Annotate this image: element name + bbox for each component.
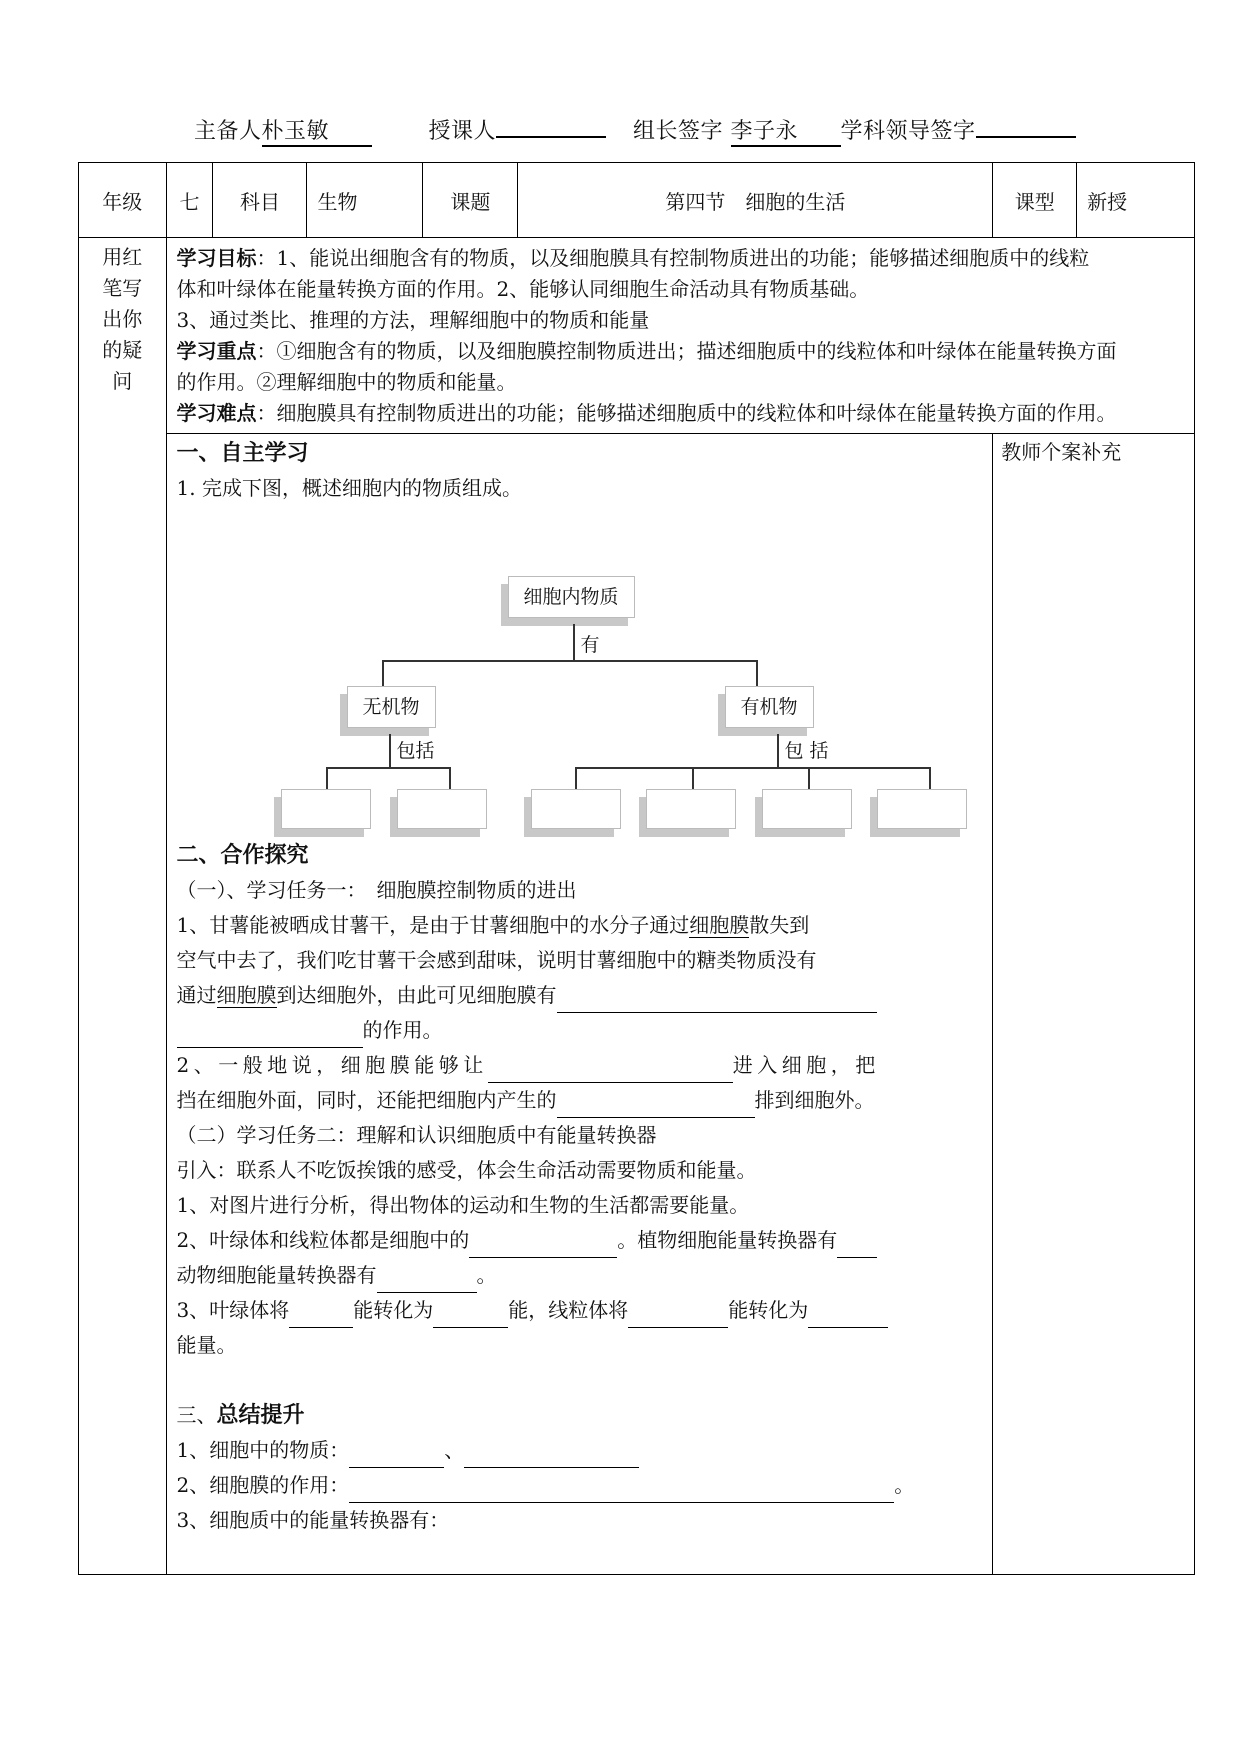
grade-value: 七	[166, 163, 213, 238]
key-text: 的作用。②理解细胞中的物质和能量。	[176, 370, 517, 394]
answer-blank[interactable]	[837, 1235, 877, 1258]
key-label: 学习重点	[176, 339, 257, 363]
subject-value: 生物	[307, 163, 423, 238]
connector-line	[692, 767, 694, 789]
left-link-label: 包括	[396, 740, 435, 762]
question-text: 散失到	[749, 913, 810, 937]
connector-line	[449, 767, 451, 789]
connector-line	[326, 767, 328, 789]
goal-text: ：1、能说出细胞含有的物质，以及细胞膜具有控制物质进出的功能；能够描述细胞质中的线粒	[256, 246, 1090, 270]
answer-blank[interactable]	[289, 1305, 353, 1328]
intro-text: 引入：联系人不吃饭挨饿的感受，体会生命活动需要物质和能量。	[176, 1158, 757, 1182]
connector-line	[756, 660, 758, 686]
leader-label: 组长签字	[633, 119, 724, 145]
question-text: 排到细胞外。	[754, 1088, 875, 1112]
connector-line	[575, 767, 577, 789]
section1-title: 一、自主学习	[176, 440, 309, 466]
answer-blank[interactable]	[377, 1270, 477, 1293]
blank-answer-box[interactable]	[762, 789, 852, 829]
question-text: 、	[444, 1438, 465, 1462]
section3-title-text: 总结提升	[216, 1402, 305, 1428]
underlined-term: 细胞膜	[689, 913, 750, 937]
answer-blank[interactable]	[433, 1305, 508, 1328]
subject-leader-signature-blank[interactable]	[976, 112, 1076, 138]
difficulty-text: ：细胞膜具有控制物质进出的功能；能够描述细胞质中的线粒体和叶绿体在能量转换方面的作用。	[256, 401, 1117, 425]
substance-diagram	[177, 506, 987, 838]
question-text: 。	[476, 1263, 497, 1287]
diagram-inorganic-box: 无机物	[347, 686, 436, 728]
question-text: 空气中去了，我们吃甘薯干会感到甜味，说明甘薯细胞中的糖类物质没有	[176, 948, 817, 972]
goal-text: 3、通过类比、推理的方法，理解细胞中的物质和能量	[176, 308, 650, 332]
section3-title-prefix: 三、	[176, 1403, 217, 1427]
diagram-organic-box: 有机物	[725, 686, 814, 728]
connector-line	[777, 734, 779, 768]
question-text: 。	[894, 1473, 915, 1497]
question-text: 进入细胞，把	[732, 1053, 880, 1077]
answer-blank[interactable]	[628, 1305, 728, 1328]
grade-label: 年级	[79, 163, 167, 238]
answer-blank[interactable]	[177, 1025, 363, 1048]
question-text: 2、叶绿体和线粒体都是细胞中的	[176, 1228, 470, 1252]
preparer-label: 主备人	[194, 119, 262, 145]
blank-answer-box[interactable]	[531, 789, 621, 829]
question-text: 1、甘薯能被晒成甘薯干，是由于甘薯细胞中的水分子通过	[176, 913, 690, 937]
question-text: 2、细胞膜的作用：	[176, 1473, 350, 1497]
question-text: 1、对图片进行分析，得出物体的运动和生物的生活都需要能量。	[176, 1193, 750, 1217]
connector-line	[382, 660, 384, 686]
question-text: 能转化为	[353, 1298, 434, 1322]
question-text: 能量。	[176, 1333, 237, 1357]
answer-blank[interactable]	[808, 1305, 888, 1328]
question-text: 的作用。	[362, 1018, 443, 1042]
section3-title	[177, 1398, 987, 1433]
side-note-line: 问	[112, 369, 133, 393]
answer-blank[interactable]	[557, 1095, 755, 1118]
connector-line	[575, 767, 930, 769]
difficulty-label: 学习难点	[176, 401, 257, 425]
task2-title: （二）学习任务二：理解和认识细胞质中有能量转换器	[176, 1123, 657, 1147]
side-note-line: 笔写	[102, 276, 143, 300]
connector-line	[382, 660, 757, 662]
header-signatures	[194, 112, 1076, 147]
topic-label: 课题	[423, 163, 518, 238]
key-text: ：①细胞含有的物质，以及细胞膜控制物质进出；描述细胞质中的线粒体和叶绿体在能量转换方面	[256, 339, 1117, 363]
blank-answer-box[interactable]	[646, 789, 736, 829]
answer-blank[interactable]	[488, 1060, 733, 1083]
subject-leader-label: 学科领导签字	[840, 119, 976, 145]
underlined-term: 细胞膜	[216, 983, 277, 1007]
question-text: 动物细胞能量转换器有	[176, 1263, 377, 1287]
question-text: 3、叶绿体将	[176, 1298, 290, 1322]
goal-text: 体和叶绿体在能量转换方面的作用。2、能够认同细胞生命活动具有物质基础。	[176, 277, 870, 301]
objectives-cell	[166, 238, 1195, 434]
type-label: 课型	[993, 163, 1077, 238]
question-text: 1、细胞中的物质：	[176, 1438, 350, 1462]
connector-line	[808, 767, 810, 789]
type-value: 新授	[1077, 163, 1195, 238]
teacher-signature-blank[interactable]	[496, 112, 606, 138]
question-text: 挡在细胞外面，同时，还能把细胞内产生的	[176, 1088, 557, 1112]
connector-line	[389, 734, 391, 768]
blank-answer-box[interactable]	[397, 789, 487, 829]
preparer-name: 朴玉敏	[262, 114, 372, 147]
teacher-supplement-cell[interactable]	[993, 434, 1195, 1575]
blank-answer-box[interactable]	[877, 789, 967, 829]
side-note-line: 出你	[102, 307, 143, 331]
info-row	[79, 163, 1195, 238]
connector-line	[573, 624, 575, 661]
question-text: 3、细胞质中的能量转换器有：	[176, 1508, 450, 1532]
side-note-line: 用红	[102, 245, 143, 269]
right-link-label: 包 括	[784, 740, 829, 762]
blank-answer-box[interactable]	[281, 789, 371, 829]
diagram-root-box: 细胞内物质	[508, 576, 635, 618]
root-link-label: 有	[580, 634, 600, 656]
question-text: 能，线粒体将	[508, 1298, 629, 1322]
side-note-line: 的疑	[102, 338, 143, 362]
teacher-label: 授课人	[428, 119, 497, 145]
task1-title: （一）、学习任务一： 细胞膜控制物质的进出	[176, 878, 577, 902]
section2-title: 二、合作探究	[176, 842, 309, 868]
question-text: 到达细胞外，由此可见细胞膜有	[276, 983, 557, 1007]
connector-line	[929, 767, 931, 789]
question-text: 。植物细胞能量转换器有	[617, 1228, 838, 1252]
question-text: 能转化为	[728, 1298, 809, 1322]
teacher-supplement-label: 教师个案补充	[1001, 440, 1122, 464]
topic-value: 第四节 细胞的生活	[518, 163, 993, 238]
leader-name: 李子永	[731, 114, 841, 147]
answer-blank[interactable]	[557, 990, 877, 1013]
connector-line	[326, 767, 450, 769]
question-text: 2、一般地说，细胞膜能够让	[176, 1053, 488, 1077]
section1-question: 1. 完成下图，概述细胞内的物质组成。	[176, 476, 522, 500]
question-text: 通过	[176, 983, 217, 1007]
answer-blank[interactable]	[464, 1445, 639, 1468]
subject-label: 科目	[213, 163, 307, 238]
lesson-plan-table	[78, 162, 1195, 1575]
side-note	[79, 238, 167, 1575]
answer-blank[interactable]	[469, 1235, 617, 1258]
goal-label: 学习目标	[176, 246, 257, 270]
answer-blank[interactable]	[349, 1445, 444, 1468]
answer-blank[interactable]	[349, 1480, 894, 1503]
student-work-area	[166, 434, 993, 1575]
